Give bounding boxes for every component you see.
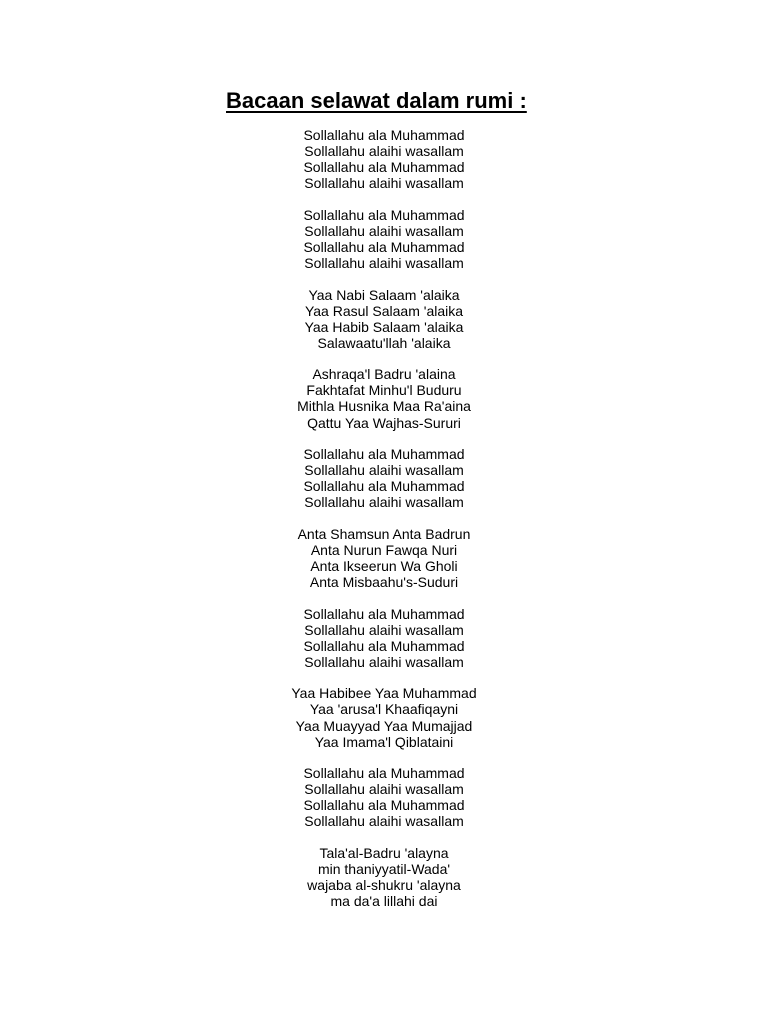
lyric-line: Sollallahu ala Muhammad [303, 797, 465, 814]
lyric-line: wajaba al-shukru 'alayna [307, 877, 461, 894]
lyric-line: Ashraqa'l Badru 'alaina [312, 366, 456, 383]
lyric-line: Sollallahu alaihi wasallam [304, 175, 464, 192]
stanza-1 [234, 127, 534, 191]
lyric-line: Sollallahu ala Muhammad [303, 637, 465, 654]
lyric-line: Fakhtafat Minhu'l Buduru [306, 382, 462, 399]
stanza-5 [234, 446, 534, 510]
lyric-line: Yaa 'arusa'l Khaafiqayni [309, 701, 459, 718]
lyric-line: Sollallahu ala Muhammad [303, 765, 465, 782]
lyric-line: Anta Shamsun Anta Badrun [297, 525, 471, 542]
lyric-line: Sollallahu alaihi wasallam [304, 222, 464, 239]
stanza-2 [234, 207, 534, 271]
lyric-line: Yaa Habibee Yaa Muhammad [291, 685, 477, 702]
lyric-line: min thaniyyatil-Wada' [317, 860, 451, 877]
lyric-line: Sollallahu ala Muhammad [303, 159, 465, 176]
lyric-line: Sollallahu alaihi wasallam [304, 781, 464, 798]
lyric-line: Mithla Husnika Maa Ra'aina [297, 398, 471, 415]
lyric-line: Yaa Muayyad Yaa Mumajjad [295, 717, 473, 734]
lyric-line: Anta Misbaahu's-Suduri [309, 574, 459, 591]
stanza-7 [234, 606, 534, 670]
lyric-line: Sollallahu alaihi wasallam [304, 255, 464, 272]
lyric-line: Tala'al-Badru 'alayna [319, 844, 449, 861]
stanza-6 [234, 526, 534, 590]
lyric-line: Salawaatu'llah 'alaika [317, 334, 451, 351]
lyric-line: Yaa Nabi Salaam 'alaika [308, 286, 460, 303]
lyric-line: Sollallahu alaihi wasallam [304, 143, 464, 160]
lyric-line: Sollallahu ala Muhammad [303, 127, 465, 143]
document-title: Bacaan selawat dalam rumi : [226, 88, 527, 113]
stanza-8 [234, 685, 534, 749]
lyric-line: Sollallahu ala Muhammad [303, 206, 465, 223]
lyric-line: Sollallahu alaihi wasallam [304, 621, 464, 638]
lyric-line: Sollallahu alaihi wasallam [304, 653, 464, 670]
lyric-line: Sollallahu ala Muhammad [303, 238, 465, 255]
stanza-4 [234, 366, 534, 430]
lyric-line: Yaa Habib Salaam 'alaika [304, 318, 464, 335]
lyric-line: Yaa Imama'l Qiblataini [314, 733, 454, 750]
lyric-line: Anta Nurun Fawqa Nuri [310, 541, 458, 558]
lyric-line: Sollallahu ala Muhammad [303, 478, 465, 495]
lyric-line: Sollallahu alaihi wasallam [304, 462, 464, 479]
stanza-10 [234, 845, 534, 909]
lyric-line: Sollallahu ala Muhammad [303, 446, 465, 463]
lyric-line: Yaa Rasul Salaam 'alaika [304, 302, 464, 319]
lyric-line: Sollallahu ala Muhammad [303, 605, 465, 622]
stanza-3 [234, 287, 534, 351]
lyric-line: Sollallahu alaihi wasallam [304, 813, 464, 830]
stanza-9 [234, 765, 534, 829]
lyric-line: Sollallahu alaihi wasallam [304, 494, 464, 511]
lyric-line: ma da'a lillahi dai [330, 893, 438, 910]
lyric-line: Anta Ikseerun Wa Gholi [310, 558, 458, 575]
lyrics-body [234, 127, 534, 925]
lyric-line: Qattu Yaa Wajhas-Sururi [307, 414, 461, 431]
